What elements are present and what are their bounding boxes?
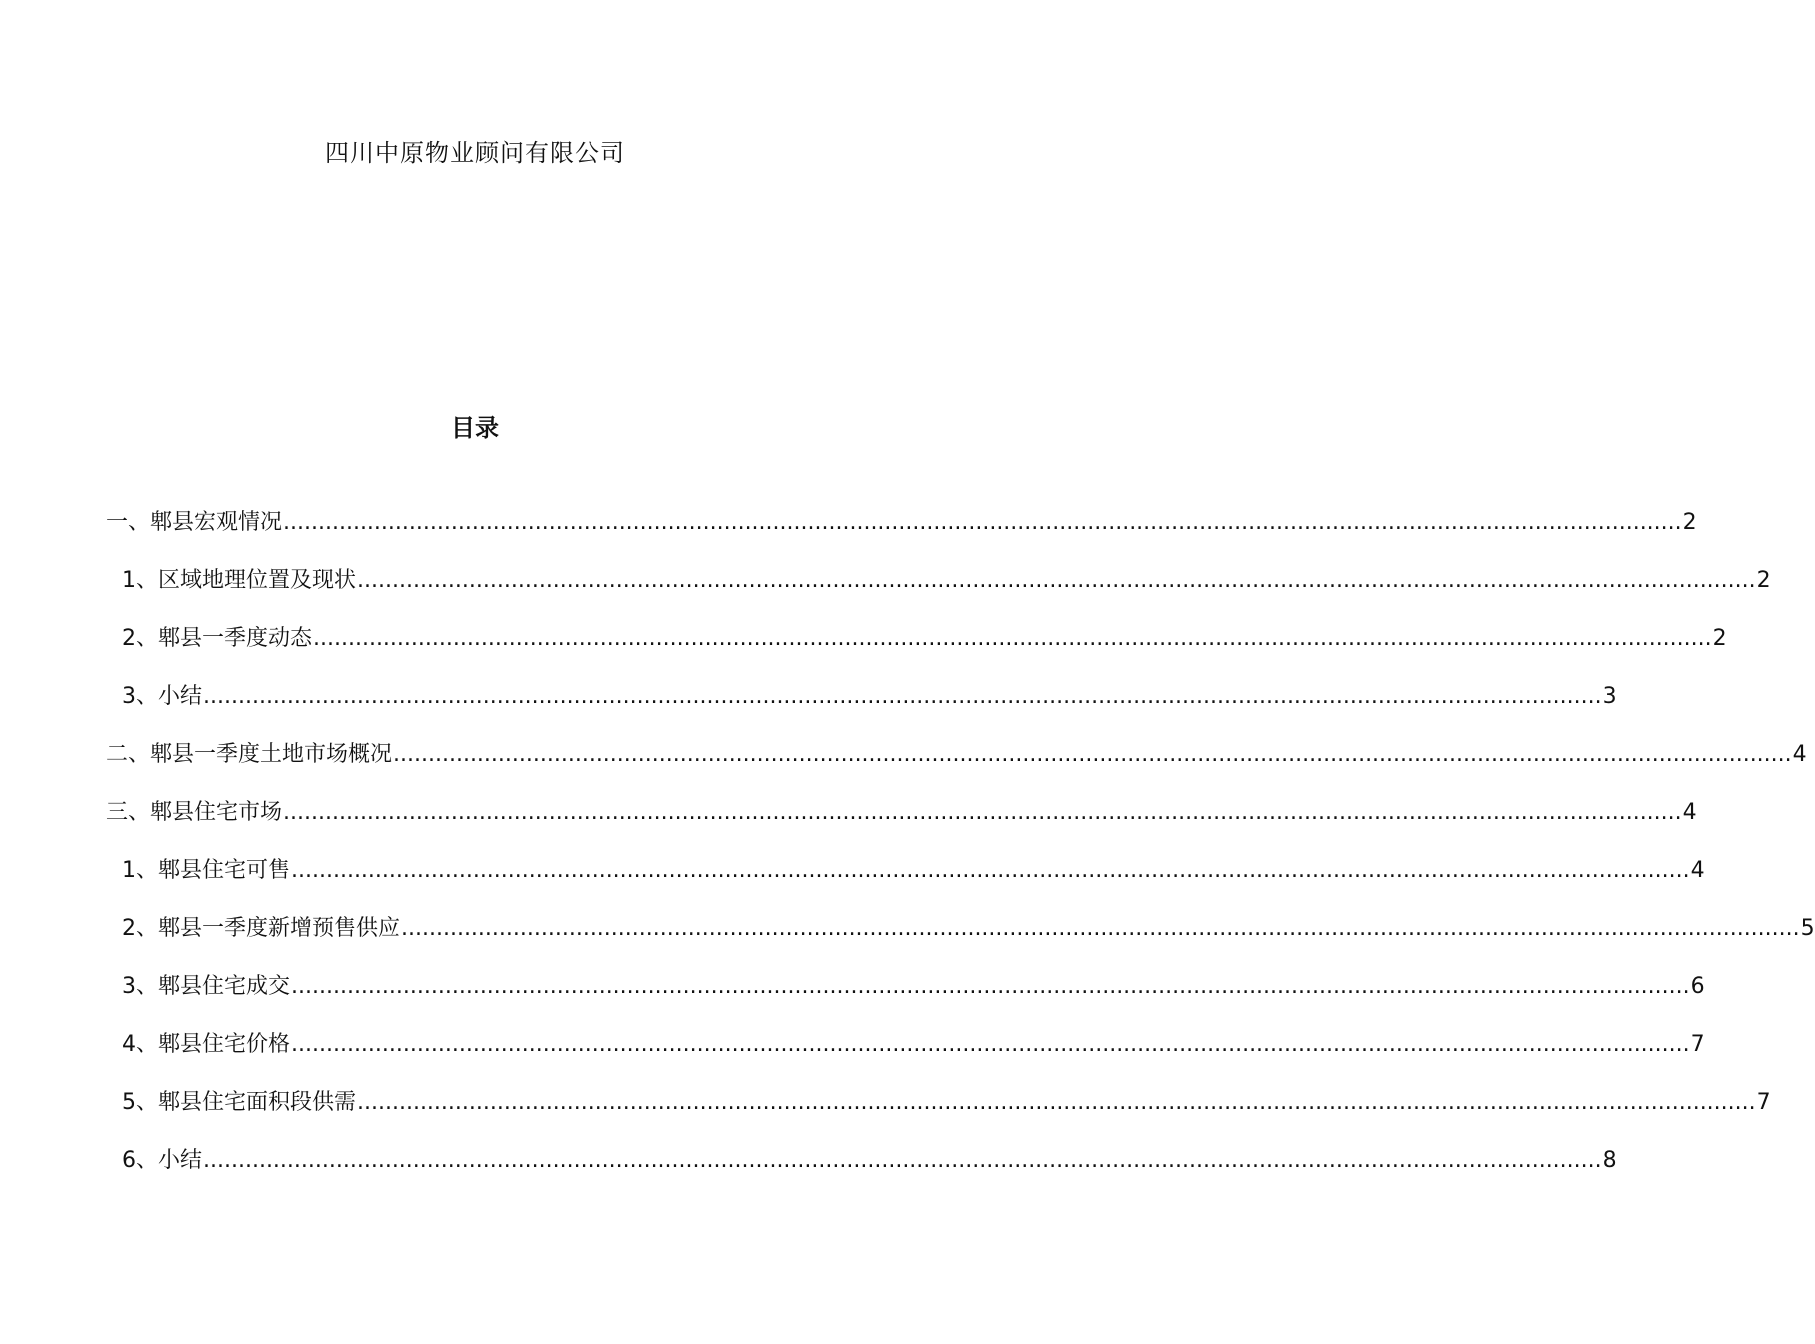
toc-leader-dots: ........................................................................................................................................................................................................	[357, 568, 1756, 593]
toc-entry[interactable]	[106, 503, 1697, 543]
toc-leader-dots: ........................................................................................................................................................................................................	[203, 1148, 1602, 1173]
company-name: 四川中原物业顾问有限公司	[325, 139, 625, 167]
toc-entry[interactable]	[122, 909, 1815, 949]
toc-entry-text: 三、郫县住宅市场	[106, 800, 283, 825]
toc-entry[interactable]	[122, 1083, 1771, 1123]
toc-page-number: 3	[1602, 684, 1617, 709]
toc-leader-dots: ........................................................................................................................................................................................................	[283, 800, 1682, 825]
toc-page-number: 2	[1682, 510, 1697, 535]
toc-entry[interactable]	[122, 677, 1617, 717]
toc-title: 目录	[451, 414, 499, 442]
toc-leader-dots: ........................................................................................................................................................................................................	[313, 626, 1712, 651]
toc-leader-dots: ........................................................................................................................................................................................................	[283, 510, 1682, 535]
toc-entry-text: 6、小结	[122, 1148, 202, 1173]
toc-leader-dots: ........................................................................................................................................................................................................	[291, 858, 1690, 883]
toc-page-number: 4	[1792, 742, 1807, 767]
toc-page-number: 7	[1690, 1032, 1705, 1057]
toc-leader-dots: ........................................................................................................................................................................................................	[393, 742, 1792, 767]
toc-page-number: 6	[1690, 974, 1705, 999]
toc-page-number: 5	[1800, 916, 1815, 941]
toc-page-number: 4	[1690, 858, 1705, 883]
toc-entry-text: 3、郫县住宅成交	[122, 974, 290, 999]
toc-page-number: 8	[1602, 1148, 1617, 1173]
toc-entry-text: 一、郫县宏观情况	[106, 510, 283, 535]
toc-leader-dots: ........................................................................................................................................................................................................	[291, 974, 1690, 999]
toc-page-number: 2	[1756, 568, 1771, 593]
toc-entry-text: 2、郫县一季度新增预售供应	[122, 916, 400, 941]
toc-page-number: 7	[1756, 1090, 1771, 1115]
toc-entry-text: 二、郫县一季度土地市场概况	[106, 742, 393, 767]
toc-entry[interactable]	[122, 619, 1727, 659]
toc-entry-text: 4、郫县住宅价格	[122, 1032, 290, 1057]
toc-entry-text: 5、郫县住宅面积段供需	[122, 1090, 356, 1115]
toc-entry-text: 3、小结	[122, 684, 202, 709]
toc-entry[interactable]	[122, 1025, 1705, 1065]
toc-entry-text: 1、区域地理位置及现状	[122, 568, 356, 593]
toc-entry[interactable]	[106, 735, 1807, 775]
toc-entry[interactable]	[122, 851, 1705, 891]
toc-leader-dots: ........................................................................................................................................................................................................	[357, 1090, 1756, 1115]
toc-page-number: 2	[1712, 626, 1727, 651]
toc-entry-text: 1、郫县住宅可售	[122, 858, 290, 883]
toc-leader-dots: ........................................................................................................................................................................................................	[401, 916, 1800, 941]
toc-entry[interactable]	[106, 793, 1697, 833]
toc-leader-dots: ........................................................................................................................................................................................................	[291, 1032, 1690, 1057]
toc-entry[interactable]	[122, 561, 1771, 601]
toc-page-number: 4	[1682, 800, 1697, 825]
toc-entry[interactable]	[122, 967, 1705, 1007]
toc-entry[interactable]	[122, 1141, 1617, 1181]
toc-entry-text: 2、郫县一季度动态	[122, 626, 312, 651]
toc-leader-dots: ........................................................................................................................................................................................................	[203, 684, 1602, 709]
